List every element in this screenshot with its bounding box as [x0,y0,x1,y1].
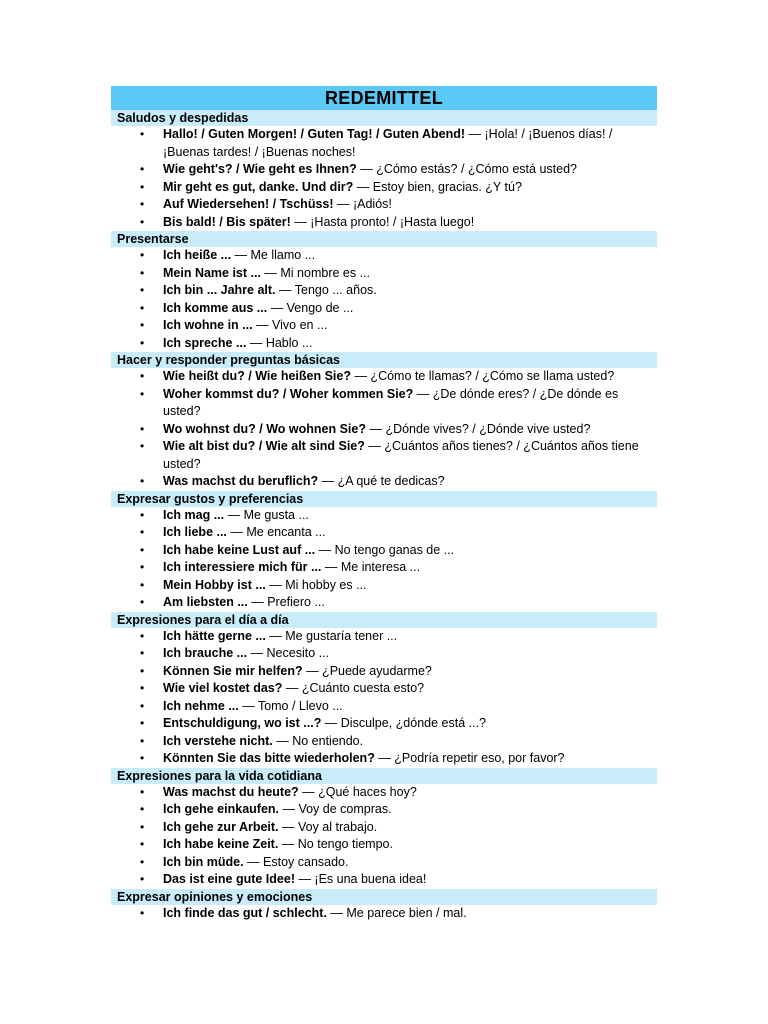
german-phrase: Ich bin ... Jahre alt. [163,283,276,297]
spanish-translation: — ¿Puede ayudarme? [302,663,432,678]
spanish-translation: — Necesito ... [247,646,330,660]
german-phrase: Bis bald! / Bis später! [163,214,291,229]
phrase-item [111,801,657,819]
phrase-item [111,196,657,214]
spanish-translation: — ¿Cuántos años tienes? / ¿Cuántos años tiene usted? [163,439,639,471]
spanish-translation: — Mi hobby es ... [265,577,367,592]
phrase-item [111,161,657,179]
phrase-list [111,247,657,352]
phrase-item [111,628,657,646]
spanish-translation: — ¡Hola! / ¡Buenos días! / ¡Buenas tardes! / ¡Buenas noches! [163,127,613,159]
spanish-translation: — ¡Es una buena idea! [294,872,427,886]
phrase-item [111,594,657,612]
german-phrase: Ich liebe ... [163,525,227,539]
phrase-item [111,265,657,283]
german-phrase: Mein Hobby ist ... [163,577,266,592]
phrase-item [111,645,657,663]
section-header: Saludos y despedidas [111,110,657,126]
german-phrase: Ich hätte gerne ... [163,628,266,643]
phrase-item [111,317,657,335]
section [111,491,657,612]
spanish-translation: — Disculpe, ¿dónde está ...? [321,716,486,730]
spanish-translation: — Me llamo ... [231,248,316,262]
phrase-list [111,628,657,768]
phrase-item [111,335,657,353]
german-phrase: Ich habe keine Lust auf ... [163,542,316,557]
spanish-translation: — ¿A qué te dedicas? [318,474,445,488]
section [111,110,657,231]
spanish-translation: — ¿Qué haces hoy? [298,784,417,799]
spanish-translation: — No tengo ganas de ... [315,542,455,557]
spanish-translation: — Voy de compras. [279,802,392,816]
german-phrase: Ich finde das gut / schlecht. [163,905,327,920]
spanish-translation: — Me interesa ... [321,560,421,574]
phrase-item [111,282,657,300]
spanish-translation: — Mi nombre es ... [260,265,371,280]
section-header: Expresiones para el día a día [111,612,657,628]
phrase-item [111,126,657,161]
german-phrase: Wie heißt du? / Wie heißen Sie? [163,369,351,383]
phrase-item [111,698,657,716]
german-phrase: Auf Wiedersehen! / Tschüss! [163,197,334,211]
german-phrase: Mir geht es gut, danke. Und dir? [163,179,354,194]
phrase-item [111,386,657,421]
german-phrase: Ich bin müde. [163,854,244,869]
section-header: Presentarse [111,231,657,247]
phrase-item [111,854,657,872]
german-phrase: Ich verstehe nicht. [163,733,273,748]
spanish-translation: — ¿Podría repetir eso, por favor? [374,751,565,765]
phrase-list [111,368,657,491]
german-phrase: Ich gehe einkaufen. [163,802,280,816]
phrase-item [111,473,657,491]
spanish-translation: — Me encanta ... [226,525,326,539]
german-phrase: Hallo! / Guten Morgen! / Guten Tag! / Guten Abend! [163,127,466,141]
german-phrase: Wo wohnst du? / Wo wohnen Sie? [163,421,366,436]
german-phrase: Ich brauche ... [163,646,248,660]
spanish-translation: — No tengo tiempo. [278,837,393,851]
german-phrase: Am liebsten ... [163,595,248,609]
spanish-translation: — ¡Hasta pronto! / ¡Hasta luego! [290,214,475,229]
german-phrase: Das ist eine gute Idee! [163,872,295,886]
phrase-item [111,542,657,560]
phrase-item [111,438,657,473]
german-phrase: Ich interessiere mich für ... [163,560,322,574]
german-phrase: Entschuldigung, wo ist ...? [163,716,322,730]
phrase-item [111,663,657,681]
spanish-translation: — ¿De dónde eres? / ¿De dónde es usted? [163,386,619,418]
german-phrase: Ich gehe zur Arbeit. [163,819,279,834]
german-phrase: Können Sie mir helfen? [163,663,303,678]
spanish-translation: — ¿Dónde vives? / ¿Dónde vive usted? [366,421,591,436]
phrase-item [111,871,657,889]
german-phrase: Ich mag ... [163,507,225,522]
spanish-translation: — Estoy bien, gracias. ¿Y tú? [353,179,522,194]
german-phrase: Was machst du beruflich? [163,474,319,488]
spanish-translation: — ¿Cómo te llamas? / ¿Cómo se llama usted? [350,369,615,383]
spanish-translation: — No entiendo. [272,733,364,748]
section [111,768,657,889]
spanish-translation: — Me gustaría tener ... [265,628,398,643]
german-phrase: Wie geht's? / Wie geht es Ihnen? [163,162,357,176]
phrase-item [111,733,657,751]
spanish-translation: — Me gusta ... [224,507,309,522]
phrase-item [111,247,657,265]
spanish-translation: — Voy al trabajo. [278,819,378,834]
section-header: Expresar opiniones y emociones [111,889,657,905]
spanish-translation: — Vivo en ... [252,318,328,332]
spanish-translation: — Tomo / Llevo ... [238,698,343,713]
document-title: REDEMITTEL [111,86,657,110]
section [111,352,657,491]
german-phrase: Ich habe keine Zeit. [163,837,279,851]
section-header: Expresar gustos y preferencias [111,491,657,507]
phrase-item [111,819,657,837]
spanish-translation: — Tengo ... años. [275,283,377,297]
spanish-translation: — Prefiero ... [247,595,325,609]
section-header: Expresiones para la vida cotidiana [111,768,657,784]
phrase-item [111,905,657,923]
phrase-item [111,507,657,525]
phrase-item [111,715,657,733]
phrase-sheet [111,86,657,922]
spanish-translation: — Hablo ... [246,335,313,350]
german-phrase: Mein Name ist ... [163,265,261,280]
spanish-translation: — Estoy cansado. [243,854,349,869]
spanish-translation: — Me parece bien / mal. [326,905,467,920]
german-phrase: Ich nehme ... [163,698,239,713]
german-phrase: Was machst du heute? [163,784,299,799]
phrase-item [111,214,657,232]
phrase-list [111,905,657,923]
section [111,889,657,923]
phrase-item [111,524,657,542]
phrase-item [111,577,657,595]
german-phrase: Könnten Sie das bitte wiederholen? [163,751,375,765]
german-phrase: Ich komme aus ... [163,300,268,315]
spanish-translation: — Vengo de ... [267,300,354,315]
section-header: Hacer y responder preguntas básicas [111,352,657,368]
section [111,231,657,352]
phrase-item [111,784,657,802]
phrase-item [111,836,657,854]
german-phrase: Ich spreche ... [163,335,247,350]
german-phrase: Wie viel kostet das? [163,681,283,695]
phrase-item [111,421,657,439]
phrase-list [111,784,657,889]
sections-container [111,110,657,922]
phrase-list [111,126,657,231]
phrase-item [111,559,657,577]
phrase-item [111,680,657,698]
german-phrase: Woher kommst du? / Woher kommen Sie? [163,386,414,401]
section [111,612,657,768]
spanish-translation: — ¿Cuánto cuesta esto? [282,681,425,695]
phrase-item [111,300,657,318]
german-phrase: Ich wohne in ... [163,318,253,332]
german-phrase: Wie alt bist du? / Wie alt sind Sie? [163,439,365,453]
phrase-item [111,179,657,197]
german-phrase: Ich heiße ... [163,248,232,262]
phrase-item [111,368,657,386]
spanish-translation: — ¿Cómo estás? / ¿Cómo está usted? [356,162,577,176]
phrase-list [111,507,657,612]
phrase-item [111,750,657,768]
spanish-translation: — ¡Adiós! [333,197,392,211]
